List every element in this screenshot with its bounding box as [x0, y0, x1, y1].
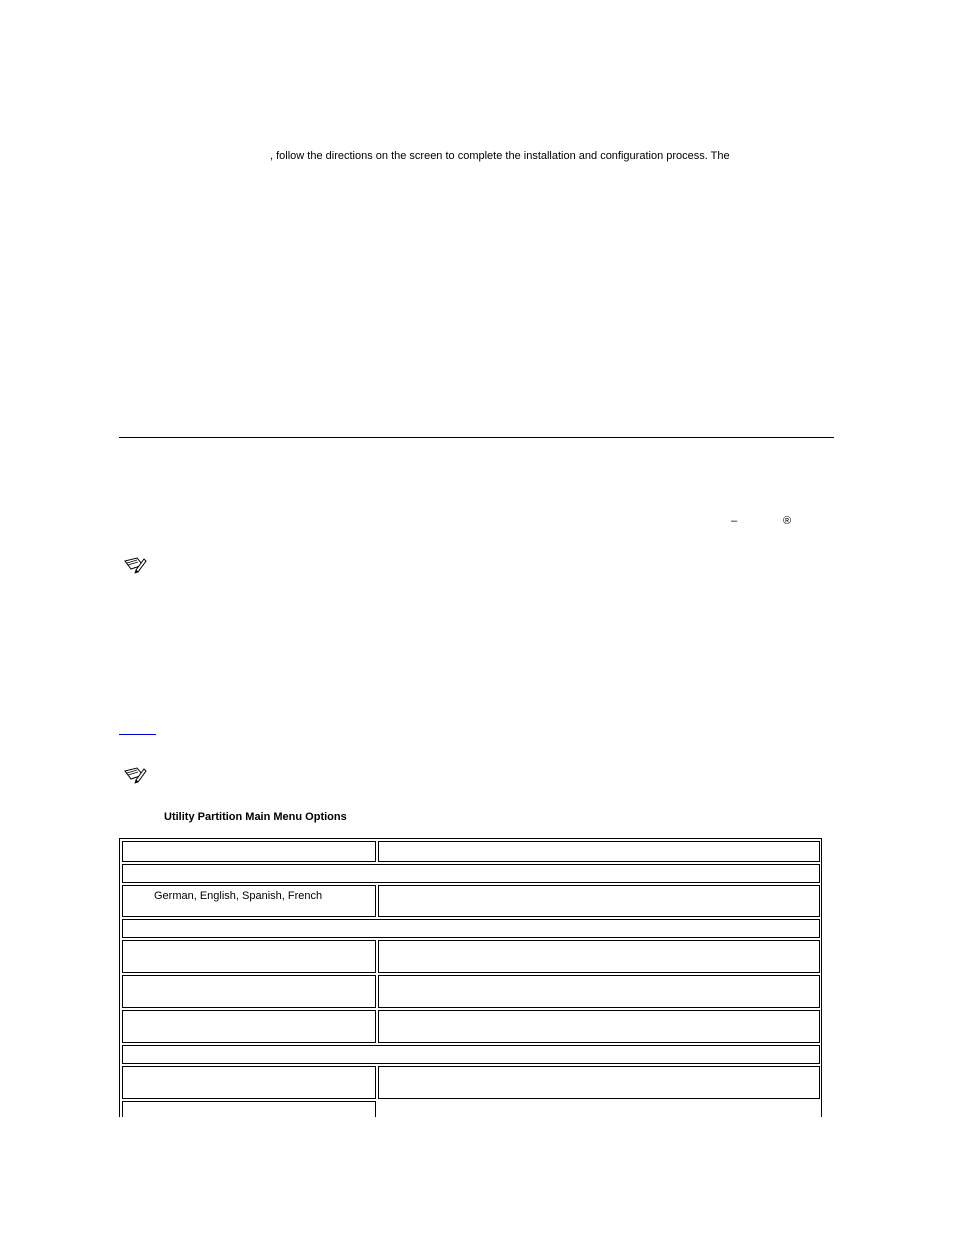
- table-header-cell: [378, 841, 820, 862]
- table-row: [378, 940, 820, 973]
- table-row: [122, 885, 376, 917]
- page-bottom-margin: [110, 1117, 840, 1235]
- registered-symbol: ®: [783, 515, 792, 527]
- table-row: [378, 1066, 820, 1099]
- section-divider: [119, 437, 834, 438]
- table-section-row: [122, 919, 820, 938]
- table-row: [122, 1010, 376, 1043]
- table-row: [378, 885, 820, 917]
- cell-text: German, English, Spanish, French: [154, 890, 323, 902]
- table-header-cell: [122, 841, 376, 862]
- dash-symbol: –: [731, 515, 738, 527]
- note-pencil-icon: [123, 556, 147, 574]
- note-pencil-icon: [123, 766, 147, 784]
- cross-reference-link[interactable]: [119, 726, 156, 735]
- table-row: [122, 940, 376, 973]
- table-row: [378, 1010, 820, 1043]
- table-row: [378, 975, 820, 1008]
- table-row: [122, 1066, 376, 1099]
- table-row: [122, 975, 376, 1008]
- table-section-row: [122, 1045, 820, 1064]
- menu-options-table: [119, 838, 822, 1138]
- table-section-row: [122, 864, 820, 883]
- table-caption: Utility Partition Main Menu Options: [164, 811, 347, 823]
- paragraph-text-line: , follow the directions on the screen to complete the installation and configuration process. The: [270, 150, 730, 162]
